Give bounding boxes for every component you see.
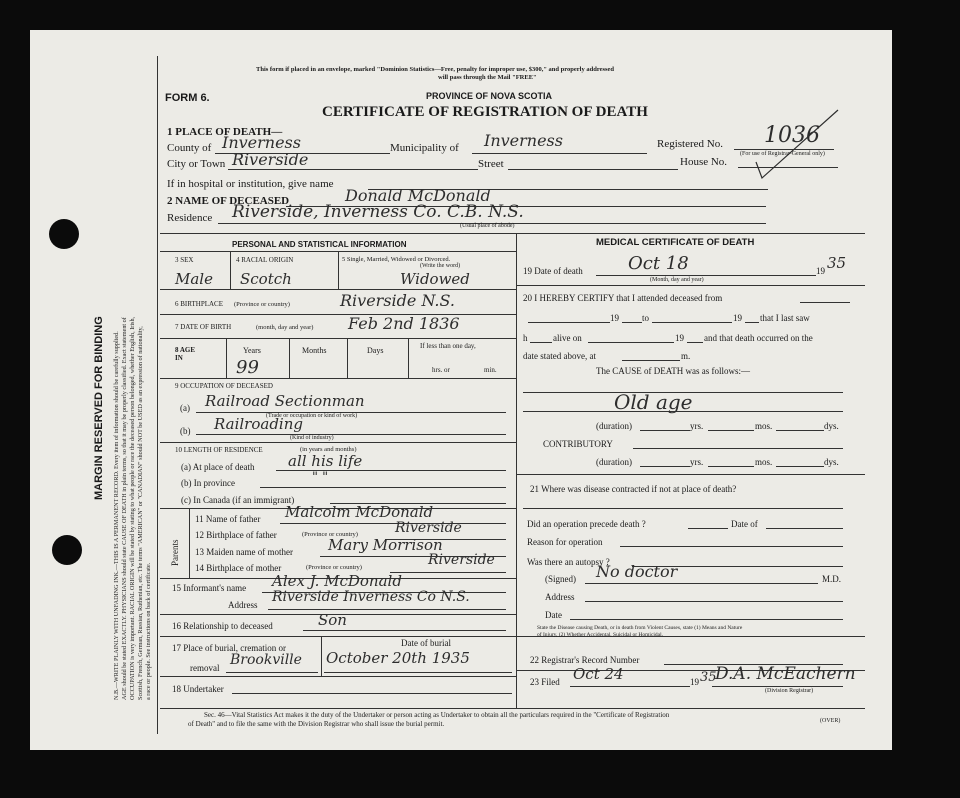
signed-line [585, 583, 818, 584]
certify-to: to [642, 313, 650, 323]
grid-line [160, 314, 516, 315]
column-divider [516, 233, 517, 648]
city-value: Riverside [232, 150, 309, 169]
certify-last-saw: that I last saw [760, 313, 810, 323]
medical-address-line [585, 601, 843, 602]
state-note: State the Disease causing Death, or in death from Violent Causes, state (1) Means and Nature [537, 625, 743, 631]
page-title: CERTIFICATE OF REGISTRATION OF DEATH [322, 104, 648, 120]
signed-label: (Signed) [545, 574, 576, 584]
certify-line [687, 342, 703, 343]
certify-line [800, 302, 850, 303]
certify-line [652, 322, 732, 323]
footer-note: Sec. 46—Vital Statistics Act makes it the duty of the Undertaker or person acting as Undertaker to obtain all the particulars required in the "Certificate of Registration [204, 711, 670, 719]
burial-date-value: October 20th 1935 [326, 649, 470, 667]
certify-line [622, 322, 642, 323]
residence-length-note: (in years and months) [300, 446, 357, 453]
sex-label: 3 SEX [175, 256, 194, 264]
certify-line [588, 342, 674, 343]
grid-line [516, 285, 865, 286]
sex-value: Male [175, 270, 213, 288]
racial-origin-value: Scotch [240, 270, 292, 288]
at-place-label: (a) At place of death [181, 462, 255, 472]
occupation-a-label: (a) [180, 403, 190, 413]
registrar-signature: D.A. McEachern [715, 664, 856, 684]
municipality-label: Municipality of [390, 142, 459, 154]
burial-date-line [324, 672, 512, 673]
yrs-label: yrs. [690, 421, 704, 431]
certify-19: 19 [733, 313, 742, 323]
operation-line [766, 528, 843, 529]
undertaker-label: 18 Undertaker [172, 684, 224, 694]
street-line [508, 169, 678, 170]
operation-line [688, 528, 728, 529]
medical-heading: MEDICAL CERTIFICATE OF DEATH [596, 237, 755, 248]
certify-h: h [523, 333, 528, 343]
municipality-line [472, 153, 647, 154]
father-name-label: 11 Name of father [195, 514, 261, 524]
duration-line [708, 430, 754, 431]
residence-label: Residence [167, 212, 213, 224]
contributory-label: CONTRIBUTORY [543, 439, 613, 449]
years-value: 99 [236, 357, 259, 378]
registered-no-label: Registered No. [657, 138, 723, 150]
certify-line [528, 322, 610, 323]
grid-line [516, 474, 865, 475]
informant-address-value: Riverside Inverness Co N.S. [272, 589, 470, 605]
birthplace-note: (Province or country) [234, 301, 290, 308]
grid-line [160, 338, 516, 339]
mos-label: mos. [755, 457, 773, 467]
dob-label: 7 DATE OF BIRTH [175, 323, 232, 331]
occupation-b-value: Railroading [214, 415, 303, 433]
contracted-line [523, 508, 843, 509]
grid-line [408, 338, 409, 378]
deceased-name-label: 2 NAME OF DECEASED [167, 195, 290, 207]
usual-place-note: (Usual place of abode) [460, 223, 515, 229]
signed-value: No doctor [596, 562, 678, 581]
yrs-label: yrs. [690, 457, 704, 467]
removal-label: removal [190, 663, 220, 673]
father-birthplace-label: 12 Birthplace of father [195, 530, 277, 540]
division-registrar-note: (Division Registrar) [765, 688, 814, 694]
undertaker-line [232, 693, 512, 694]
certify-19: 19 [675, 333, 684, 343]
grid-line [289, 338, 290, 378]
father-birthplace-value: Riverside [395, 520, 462, 536]
filed-line [570, 686, 690, 687]
informant-address-line [268, 609, 506, 610]
date-of-label: Date of [731, 519, 758, 529]
house-no-label: House No. [680, 156, 728, 168]
binding-punch-hole-bottom [52, 535, 82, 565]
column-divider [516, 636, 517, 708]
contracted-label: 21 Where was disease contracted if not at place of death? [530, 484, 737, 494]
duration-line [708, 466, 754, 467]
days-label: Days [367, 346, 384, 355]
reason-line [620, 546, 843, 547]
envelope-note: This form if placed in an envelope, marked "Dominion Statistics—Free, penalty for improper use, $300," and properly addressed [256, 66, 615, 73]
margin-note: N.B.—WRITE PLAINLY WITH UNFADING INK.—THIS IS A PERMANENT RECORD. Every item of information should be carefully supplied. [113, 331, 120, 700]
grid-line [160, 442, 516, 443]
hospital-label: If in hospital or institution, give name [167, 178, 334, 190]
registrar-use-note: (For use of Registrar-General only) [740, 151, 825, 157]
residence-length-label: 10 LENGTH OF RESIDENCE [175, 446, 263, 454]
marital-value: Widowed [400, 270, 470, 288]
grid-line [160, 676, 516, 677]
parents-label: Parents [170, 539, 180, 566]
check-mark-icon [748, 100, 848, 180]
months-label: Months [302, 346, 327, 355]
date-of-death-line [596, 275, 816, 276]
burial-label: 17 Place of burial, cremation or [172, 643, 286, 653]
margin-note: AGE should be stated EXACTLY. PHYSICIANS should state CAUSE OF DEATH in plain terms, so that it may be properly classified. Exact statement of [121, 317, 128, 700]
occupation-a-value: Railroad Sectionman [205, 392, 365, 410]
grid-line [347, 338, 348, 378]
place-of-death-heading: 1 PLACE OF DEATH— [167, 126, 283, 138]
relationship-label: 16 Relationship to deceased [172, 621, 273, 631]
informant-value: Alex J. McDonald [272, 572, 402, 590]
grid-line [160, 289, 516, 290]
father-name-line [280, 523, 506, 524]
grid-line [338, 251, 339, 289]
mother-name-value: Mary Morrison [328, 536, 443, 554]
date-of-death-value: Oct 18 [628, 253, 689, 274]
personal-heading: PERSONAL AND STATISTICAL INFORMATION [232, 240, 407, 249]
duration-line [776, 430, 824, 431]
birthplace-label: 6 BIRTHPLACE [175, 300, 223, 308]
duration-label: (duration) [596, 421, 632, 431]
less-than-day-label: If less than one day, [420, 342, 476, 350]
occupation-label: 9 OCCUPATION OF DECEASED [175, 382, 273, 390]
certify-date-stated: date stated above, at [523, 351, 596, 361]
medical-address-label: Address [545, 592, 575, 602]
in-province-value: " " [312, 470, 329, 485]
certify-m: m. [681, 351, 691, 361]
years-label: Years [243, 346, 261, 355]
occupation-b-label: (b) [180, 426, 191, 436]
grid-line [230, 251, 231, 289]
record-number-label: 22 Registrar's Record Number [530, 655, 640, 665]
min-label: min. [484, 366, 497, 374]
dys-label: dys. [824, 421, 839, 431]
cause-label: The CAUSE of DEATH was as follows:— [596, 366, 750, 376]
certify-alive-on: alive on [553, 333, 582, 343]
over-note: (OVER) [820, 718, 841, 724]
father-birthplace-note: (Province or country) [302, 531, 358, 538]
certify-label: 20 I HEREBY CERTIFY that I attended deceased from [523, 293, 723, 303]
margin-note: OCCUPATION is very important. RACIAL ORIGIN will be stated by stating to what people or race the deceased person belonged, whether English, Irish, [129, 316, 136, 700]
marital-label: 5 Single, Married, Widowed or Divorced. [342, 256, 451, 263]
city-line [228, 169, 478, 170]
marital-note: (Write the word) [420, 263, 461, 269]
mother-birthplace-label: 14 Birthplace of mother [195, 563, 282, 573]
medical-date-line [570, 619, 843, 620]
certify-line [530, 342, 552, 343]
relationship-line [303, 630, 506, 631]
cause-value: Old age [614, 390, 693, 414]
occupation-b-note: (Kind of industry) [290, 435, 334, 441]
grid-line [160, 378, 516, 379]
duration-label: (duration) [596, 457, 632, 467]
in-province-label: (b) In province [181, 478, 235, 488]
occupation-b-line [196, 434, 506, 435]
mother-birthplace-note: (Province or country) [306, 564, 362, 571]
informant-label: 15 Informant's name [172, 583, 247, 593]
racial-origin-label: 4 RACIAL ORIGIN [236, 256, 294, 264]
reason-label: Reason for operation [527, 537, 603, 547]
envelope-note: will pass through the Mail "FREE" [438, 74, 537, 81]
at-place-value: all his life [288, 452, 363, 470]
burial-place-line [226, 672, 318, 673]
margin-reserved-label: MARGIN RESERVED FOR BINDING [93, 316, 105, 500]
filed-year-value: 35 [700, 670, 717, 685]
county-value: Inverness [222, 133, 301, 152]
in-canada-label: (c) In Canada (if an immigrant) [181, 495, 295, 505]
informant-address-label: Address [228, 600, 258, 610]
date-of-death-label: 19 Date of death [523, 266, 583, 276]
parents-divider [189, 508, 190, 578]
mother-birthplace-value: Riverside [428, 552, 495, 568]
medical-date-label: Date [545, 610, 562, 620]
autopsy-label: Was there an autopsy ? [527, 557, 610, 567]
municipality-value: Inverness [484, 131, 563, 150]
contributory-line [633, 448, 843, 449]
in-province-line [260, 487, 506, 488]
dob-note: (month, day and year) [256, 324, 314, 331]
mother-name-label: 13 Maiden name of mother [195, 547, 293, 557]
certify-line [622, 360, 680, 361]
grid-line [226, 338, 227, 378]
registrar-line [712, 686, 843, 687]
filed-value: Oct 24 [573, 665, 624, 683]
duration-line [640, 466, 690, 467]
at-place-line [276, 470, 506, 471]
dys-label: dys. [824, 457, 839, 467]
burial-place-value: Brookville [230, 652, 302, 668]
city-label: City or Town [167, 158, 226, 170]
md-label: M.D. [822, 574, 842, 584]
grid-top-border [160, 233, 865, 234]
state-note: of Injury, (2) Whether Accidental, Suicidal or Homicidal. [537, 632, 664, 638]
certify-19: 19 [610, 313, 619, 323]
hrs-label: hrs. or [432, 366, 450, 374]
age-label: 8 AGE IN [175, 346, 196, 362]
margin-divider [157, 56, 158, 734]
footer-note: of Death" and to file the same with the Division Registrar who shall issue the burial permit. [188, 720, 445, 728]
duration-line [776, 466, 824, 467]
grid-line [160, 636, 865, 637]
registered-no-value: 1036 [764, 123, 820, 148]
date-of-death-note: (Month, day and year) [650, 277, 704, 283]
filed-year-prefix: 19 [690, 677, 699, 687]
margin-note: a race or people. See instructions on back of certificate. [145, 562, 152, 700]
operation-label: Did an operation precede death ? [527, 519, 646, 529]
burial-date-label: Date of burial [401, 638, 451, 648]
filed-label: 23 Filed [530, 677, 560, 687]
birthplace-value: Riverside N.S. [340, 291, 455, 310]
margin-note: Scottish, French, German, Russian, Ruthenian, etc. The terms "AMERICAN" or "CANADIAN" should NOT be USED as an expression of nationality, [137, 326, 144, 700]
form-number: FORM 6. [165, 92, 210, 104]
street-label: Street [478, 158, 504, 170]
residence-value: Riverside, Inverness Co. C.B. N.S. [232, 202, 524, 222]
certify-line [745, 322, 759, 323]
certify-occurred: and that death occurred on the [704, 333, 813, 343]
father-name-value: Malcolm McDonald [285, 503, 434, 521]
year-value: 35 [827, 254, 847, 272]
occupation-a-note: (Trade or occupation or kind of work) [266, 413, 358, 419]
year-prefix: 19 [816, 266, 825, 276]
province-heading: PROVINCE OF NOVA SCOTIA [426, 91, 553, 101]
binding-punch-hole-top [49, 219, 79, 249]
county-label: County of [167, 142, 212, 154]
duration-line [640, 430, 690, 431]
grid-bottom-border [160, 708, 865, 709]
mother-birthplace-line [390, 572, 506, 573]
deceased-name-value: Donald McDonald [345, 186, 491, 205]
mos-label: mos. [755, 421, 773, 431]
relationship-value: Son [318, 611, 347, 629]
dob-value: Feb 2nd 1836 [348, 314, 460, 333]
grid-line [321, 636, 322, 676]
